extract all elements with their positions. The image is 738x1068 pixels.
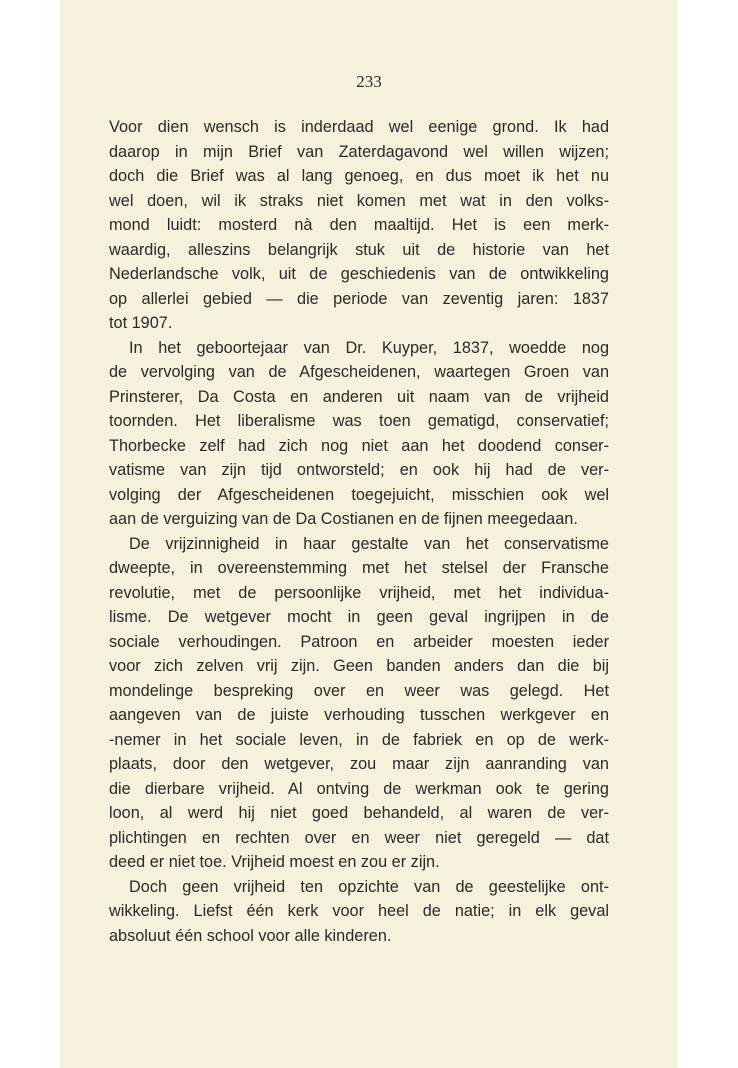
text-line: tot 1907. [109,314,173,332]
text-line: Nederlandsche volk, uit de geschiedenis van de ontwikkeling [109,265,609,283]
text-line: plichtingen en rechten over en weer niet geregeld — dat [109,828,609,847]
text-line: die dierbare vrijheid. Al ontving de werkman ook te gering [109,779,609,798]
text-line: Prinsterer, Da Costa en anderen uit naam van de vrijheid [109,387,609,406]
text-line: dweepte, in overeenstemming met het stelsel der Fransche [109,559,609,577]
text-line: daarop in mijn Brief van Zaterdagavond wel willen wijzen; [109,142,609,161]
body-text [109,115,609,948]
text-line: volging der Afgescheidenen toegejuicht, misschien ook wel [109,485,609,504]
text-line: mondelinge bespreking over en weer was gelegd. Het [109,681,609,700]
text-line: op allerlei gebied — die periode van zeventig jaren: 1837 [109,289,609,308]
text-line: waardig, alleszins belangrijk stuk uit de historie van het [109,240,609,259]
text-line: absoluut één school voor alle kinderen. [109,926,392,945]
paragraph [109,336,609,532]
text-line: revolutie, met de persoonlijke vrijheid, met het individua- [109,583,609,602]
text-line: Doch geen vrijheid ten opzichte van de geestelijke ont- [129,877,609,896]
text-line: Voor dien wensch is inderdaad wel eenige grond. Ik had [109,118,609,136]
text-line: doch die Brief was al lang genoeg, en dus moet ik het nu [109,167,609,185]
text-line: de vervolging van de Afgescheidenen, waartegen Groen van [109,363,609,381]
page-number: 233 [356,72,382,91]
text-line: -nemer in het sociale leven, in de fabriek en op de werk- [109,730,609,749]
paragraph [109,115,609,336]
text-line: aangeven van de juiste verhouding tusschen werkgever en [109,706,609,724]
text-line: vatisme van zijn tijd ontworsteld; en ook hij had de ver- [109,461,609,479]
text-line: sociale verhoudingen. Patroon en arbeider moesten ieder [109,632,609,651]
text-line: lisme. De wetgever mocht in geen geval ingrijpen in de [109,608,609,626]
text-line: De vrijzinnigheid in haar gestalte van het conservatisme [129,534,609,553]
text-line: Thorbecke zelf had zich nog niet aan het doodend conser- [109,436,609,455]
text-line: wikkeling. Liefst één kerk voor heel de natie; in elk geval [109,902,609,920]
book-page [60,0,678,1068]
text-line: mond luidt: mosterd nà den maaltijd. Het is een merk- [109,216,609,234]
text-line: toornden. Het liberalisme was toen gematigd, conservatief; [109,412,609,430]
text-line: wel doen, wil ik straks niet komen met wat in den volks- [109,191,609,210]
paragraph [109,532,609,875]
text-line: In het geboortejaar van Dr. Kuyper, 1837, woedde nog [129,338,609,357]
text-line: voor zich zelven vrij zijn. Geen banden anders dan die bij [109,657,609,675]
text-line: plaats, door den wetgever, zou maar zijn aanranding van [109,755,609,773]
text-line: aan de verguizing van de Da Costianen en de fijnen meegedaan. [109,510,578,528]
paragraph [109,875,609,949]
text-line: loon, al werd hij niet goed behandeld, al waren de ver- [109,804,609,822]
text-line: deed er niet toe. Vrijheid moest en zou er zijn. [109,853,440,871]
